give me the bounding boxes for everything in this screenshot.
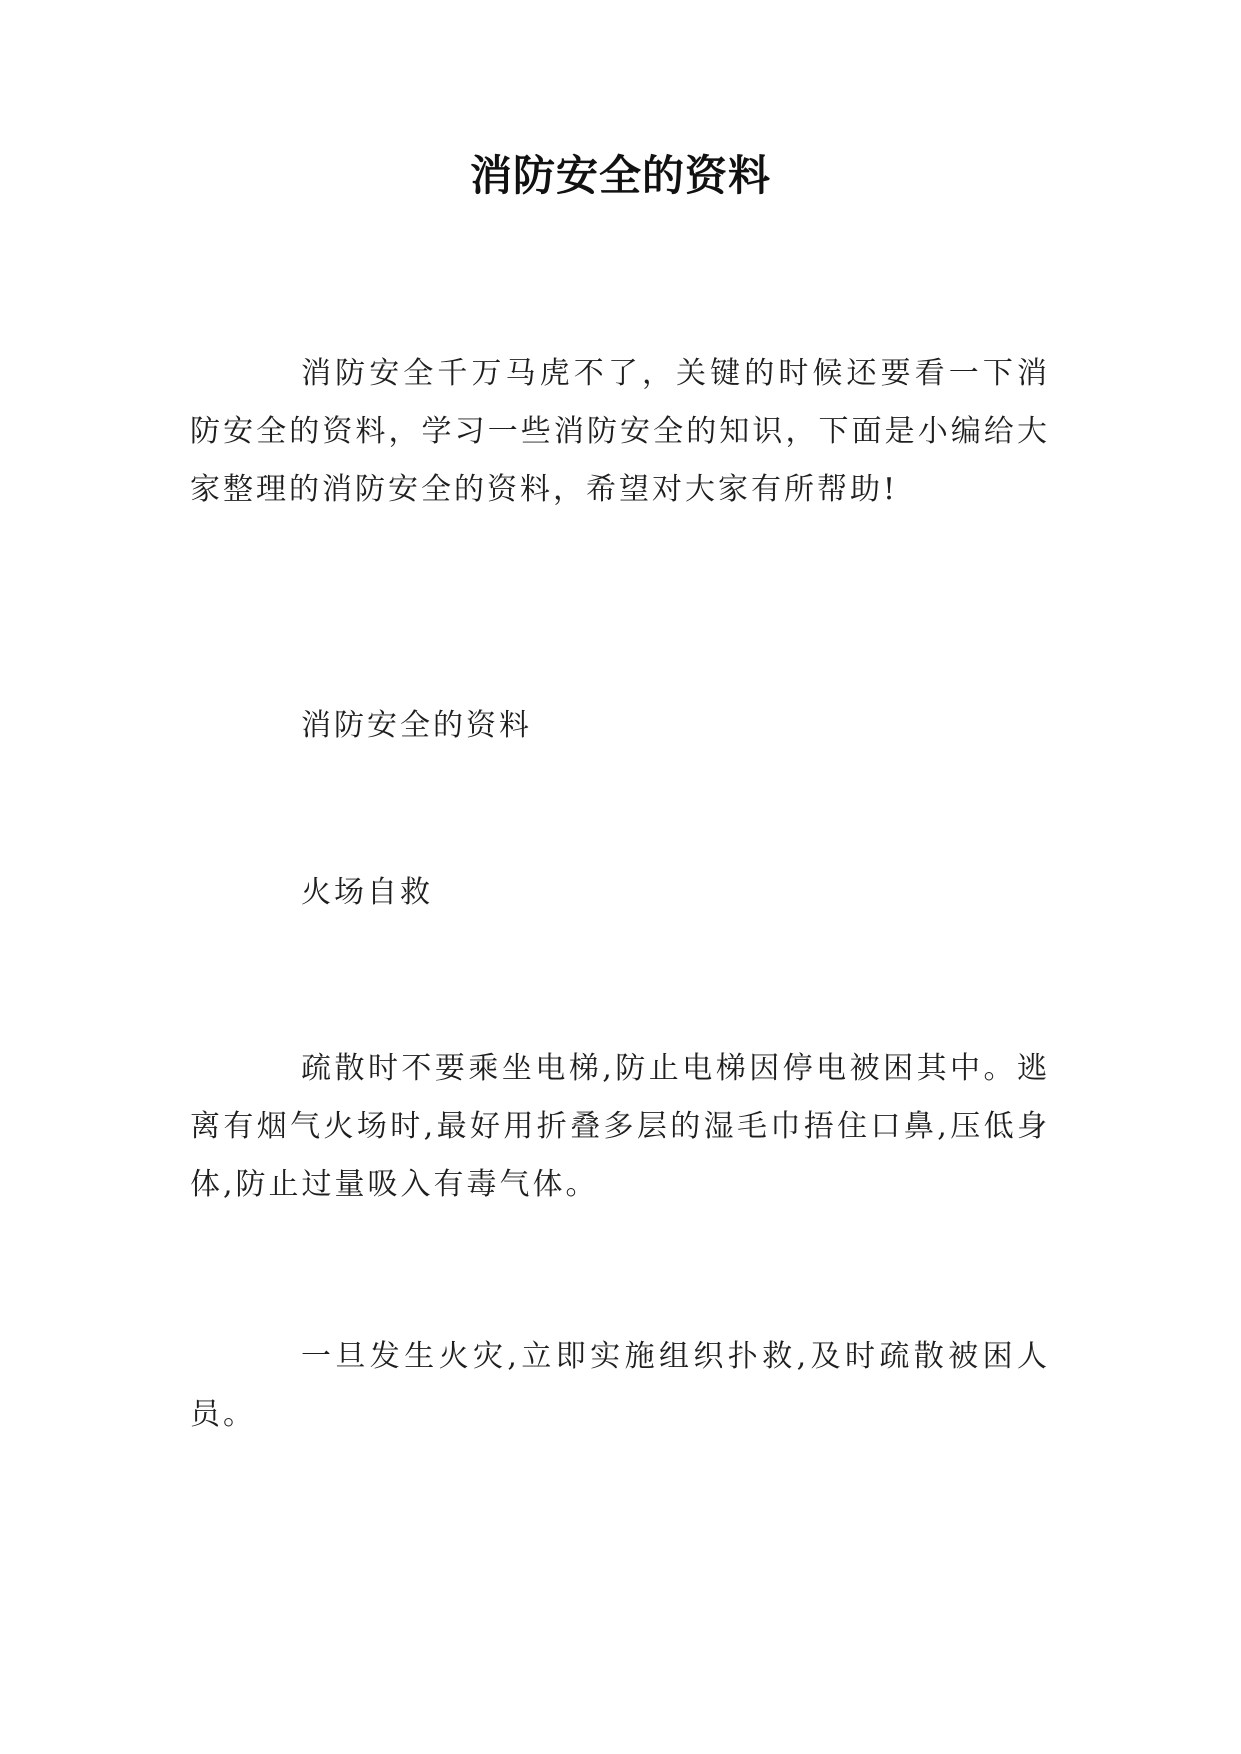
paragraph-fire-response: 一旦发生火灾,立即实施组织扑救,及时疏散被困人员。 [190,1339,1050,1432]
paragraph-evacuation: 疏散时不要乘坐电梯,防止电梯因停电被困其中。逃离有烟气火场时,最好用折叠多层的湿毛巾捂住口鼻,压低身体,防止过量吸入有毒气体。 [190,1051,1050,1202]
intro-paragraph: 消防安全千万马虎不了，关键的时候还要看一下消防安全的资料，学习一些消防安全的知识，下面是小编给大家整理的消防安全的资料，希望对大家有所帮助! [190,356,1050,507]
subheading-fire-self-rescue: 火场自救 [301,875,433,910]
section-heading: 消防安全的资料 [301,708,532,743]
page-title: 消防安全的资料 [469,151,771,200]
